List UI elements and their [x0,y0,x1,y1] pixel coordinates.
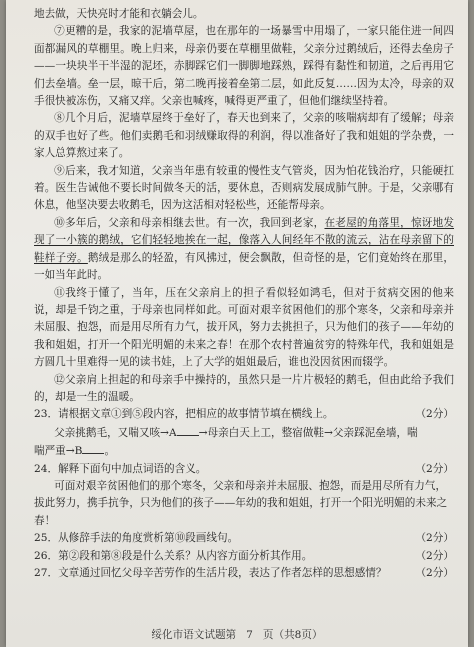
exam-page [6,0,468,647]
question-23 [34,406,454,423]
page-footer [6,627,468,642]
question-23-score: （2分） [415,408,454,421]
footer-page-number: 7 [246,629,253,641]
answer-blank-b[interactable] [82,442,104,454]
paragraph-6-tail: 地去做，天快亮时才能和衣躺会儿。 [34,8,204,20]
question-23-flow-part3: 喘严重→B [34,445,83,458]
question-23-flow [34,424,454,442]
question-25-score: （2分） [415,532,454,545]
question-24 [34,461,454,478]
question-26 [34,548,454,565]
question-23-text: 23．请根据文章①到⑤段内容，把相应的故事情节填在横线上。 [34,408,334,421]
paragraph-10-lead: ⑩多年后，父亲和母亲相继去世。有一次，我回到老家， [54,216,325,229]
question-25 [34,530,454,547]
question-23-flow-part4: 。 [104,445,116,458]
question-24-score: （2分） [415,462,454,475]
question-26-score: （2分） [415,549,454,562]
question-25-text: 25．从修辞手法的角度赏析第⑩段画线句。 [34,532,239,545]
question-23-flow-part1: 父亲挑鹅毛，又喘又咳→A [54,426,177,439]
question-24-text: 24．解释下面句中加点词语的含义。 [34,462,207,475]
question-24-quote: 可面对艰辛贫困他们的那个寒冬，父亲和母亲并未屈服、抱怨，而是用尽所有力气，拔此努力，携手抗争，只为他们的孩子——年幼的我和姐姐，打开一个阳光明媚的未来之春！ [34,479,448,527]
paragraph-10-underlined-sentence: 在老屋的角落里，惊讶地发现了一小簇的鹅绒，它们轻轻地挨在一起，像落入人间经年不散的流云，沾在母亲留下的鞋样子旁。 [34,216,455,264]
answer-blank-a[interactable] [177,424,199,436]
question-23-flow-cont [34,442,454,460]
paragraph-9: ⑨后来，我才知道，父亲当年患有较重的慢性支气管炎，因为怕花钱治疗，只能硬扛着。医生告诫他不要长时间做冬天的活，要休息，否则病发展成肺气肿。于是，父亲哪有休息，他坚决要去收鹅毛，因为这活相对轻松些，还能帮母亲。 [34,164,454,212]
footer-page-label: 页（共8页） [262,629,323,641]
question-26-text: 26．第②段和第⑧段是什么关系？从内容方面分析其作用。 [34,549,313,562]
question-23-flow-part2: →母亲白天上工，整宿做鞋→父亲踩泥垒墙，喘 [198,426,418,439]
paragraph-10 [34,215,454,285]
paragraph-8: ⑧几个月后，泥墙草屋终于垒好了，春天也到来了，父亲的咳喘病却有了缓解；母亲的双手也好了些。他们卖鹅毛和羽绒赚取得的利润，得以准备好了我和姐姐的学杂费，一家人总算熬过来了。 [34,112,454,160]
paragraph-12: ⑫父亲肩上担起的和母亲手中操持的，虽然只是一片片极轻的鹅毛，但由此给予我们的，却是一生的温暖。 [34,373,454,403]
paragraph-11: ⑪我终于懂了，当年，压在父亲肩上的担子看似轻如鸿毛，但对于贫病交困的他来说，却是千钧之重，于母亲也同样如此。可面对艰辛贫困他们的那个寒冬，父亲和母亲并未屈服、抱怨，而是用尽所有力气，拔开风，努力去挑担子，只为他们的孩子——年幼的我和姐姐，打开一个阳光明媚的未来之春！在那个农村普遍贫穷的特殊年代，我和姐姐是方圆几十里难得一见的读书娃，上了大学的姐姐最后，谁也没因贫困而辍学。 [34,286,454,369]
exam-content [34,6,454,582]
paragraph-7: ⑦更糟的是，我家的泥墙草屋，也在那年的一场暴雪中用塌了，一家只能住进一间四面都漏风的草棚里。晚上归来，母亲仍要在草棚里做鞋，父亲分过鹅绒后，还得去垒房子——一块块半干半湿的泥坯，赤脚踩它们一脚脚地踩熟，踩得有黏性和韧道，之后再用它们去垒墙。垒一层，晾干后，第二晚再接着垒第二层，如此反复……因为太冷，母亲的双手很快被冻伤，又痛又痒。父亲也喊疼，喊得更严重了，但他们继续坚持着。 [34,25,454,108]
question-27-text: 27．文章通过回忆父母辛苦劳作的生活片段，表达了作者怎样的思想感情？ [34,567,387,579]
footer-exam-title: 绥化市语文试题第 [151,629,237,641]
question-27 [34,565,454,582]
paragraph-10-rest: 鹅绒是那么的轻盈，有风拂过，便会飘散，但奇怪的是，它们竟始终在那里，一如当年此时。 [34,251,455,282]
question-27-score: （2分） [415,567,454,579]
